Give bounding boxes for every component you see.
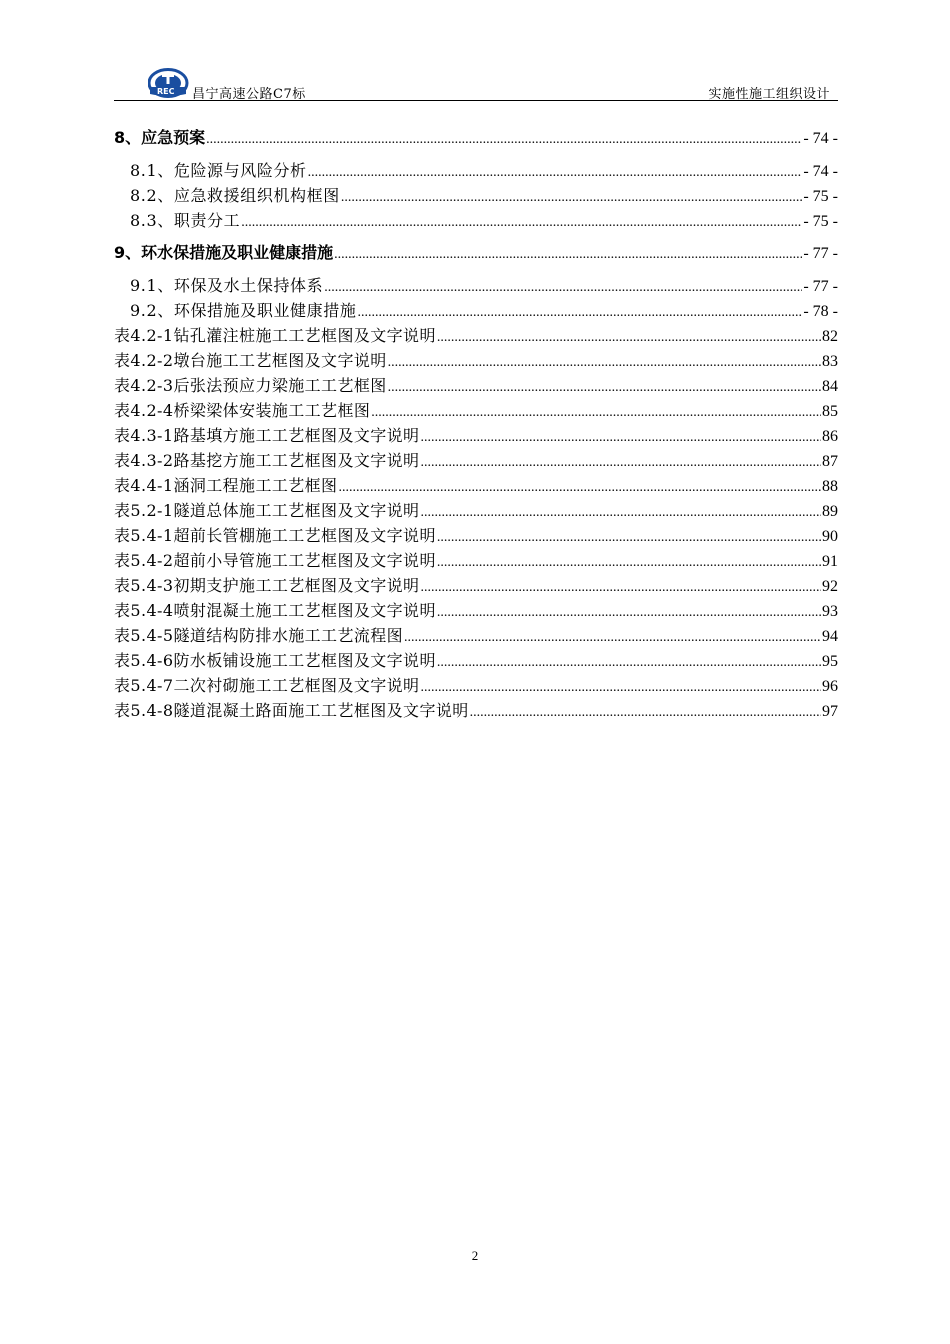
toc-entry-title: 8.1、危险源与风险分析 (130, 161, 307, 180)
toc-entry-table[interactable] (114, 673, 838, 698)
toc-entry-title: 9、环水保措施及职业健康措施 (114, 243, 334, 262)
toc-entry-title: 超前小导管施工工艺框图及文字说明 (173, 551, 436, 570)
toc-entry-title: 路基填方施工工艺框图及文字说明 (173, 426, 420, 445)
toc-entry-page: - 78 - (803, 303, 838, 320)
toc-entry-section[interactable] (114, 158, 838, 183)
toc-entry-title: 路基挖方施工工艺框图及文字说明 (173, 451, 420, 470)
toc-entry-code: 表5.4-1 (114, 526, 174, 545)
toc-dot-leader (388, 375, 821, 400)
toc-entry-table[interactable] (114, 323, 838, 348)
page-number: 2 (471, 1248, 479, 1263)
toc-entry-title: 后张法预应力梁施工工艺框图 (173, 376, 387, 395)
toc-entry-code: 表5.4-6 (114, 651, 174, 670)
toc-entry-title: 8.3、职责分工 (130, 211, 241, 230)
toc-dot-leader (420, 575, 821, 600)
toc-entry-section[interactable] (114, 183, 838, 208)
toc-entry-title: 桥梁梁体安装施工工艺框图 (173, 401, 371, 420)
toc-entry-table[interactable] (114, 548, 838, 573)
toc-dot-leader (437, 600, 821, 625)
toc-entry-page: - 77 - (803, 278, 838, 295)
toc-entry-table[interactable] (114, 373, 838, 398)
toc-entry-page: 92 (822, 578, 838, 595)
toc-entry-page: 97 (822, 703, 838, 720)
toc-dot-leader (437, 525, 821, 550)
toc-dot-leader (437, 325, 821, 350)
toc-dot-leader (338, 475, 821, 500)
toc-entry-code: 表5.4-7 (114, 676, 174, 695)
toc-dot-leader (437, 550, 821, 575)
toc-entry-code: 表4.2-4 (114, 401, 174, 420)
toc-entry-title: 9.1、环保及水土保持体系 (130, 276, 324, 295)
toc-entry-code: 表4.2-3 (114, 376, 174, 395)
toc-entry-table[interactable] (114, 398, 838, 423)
toc-entry-page: 82 (822, 328, 838, 345)
toc-entry-page: 88 (822, 478, 838, 495)
toc-entry-chapter[interactable] (114, 124, 838, 152)
toc-dot-leader (324, 275, 802, 300)
toc-entry-code: 表5.4-2 (114, 551, 174, 570)
toc-dot-leader (404, 625, 821, 650)
toc-entry-title: 9.2、环保措施及职业健康措施 (130, 301, 357, 320)
toc-entry-title: 二次衬砌施工工艺框图及文字说明 (173, 676, 420, 695)
toc-entry-code: 表5.4-4 (114, 601, 174, 620)
toc-entry-code: 表5.2-1 (114, 501, 174, 520)
toc-entry-code: 表5.4-8 (114, 701, 174, 720)
toc-entry-title: 墩台施工工艺框图及文字说明 (173, 351, 387, 370)
toc-entry-table[interactable] (114, 473, 838, 498)
toc-entry-page: 85 (822, 403, 838, 420)
toc-entry-page: 90 (822, 528, 838, 545)
header-divider (114, 100, 838, 101)
toc-dot-leader (420, 675, 821, 700)
table-of-contents (114, 124, 838, 723)
toc-entry-code: 表4.2-1 (114, 326, 174, 345)
toc-entry-code: 表4.3-1 (114, 426, 174, 445)
toc-entry-page: - 75 - (803, 213, 838, 230)
toc-entry-table[interactable] (114, 448, 838, 473)
toc-entry-page: 95 (822, 653, 838, 670)
toc-entry-title: 隧道总体施工工艺框图及文字说明 (173, 501, 420, 520)
toc-dot-leader (206, 126, 802, 154)
toc-entry-title: 喷射混凝土施工工艺框图及文字说明 (173, 601, 436, 620)
toc-entry-page: 86 (822, 428, 838, 445)
company-logo-icon (148, 68, 192, 98)
toc-dot-leader (388, 350, 821, 375)
toc-entry-table[interactable] (114, 573, 838, 598)
toc-dot-leader (341, 185, 802, 210)
header-document-title: 实施性施工组织设计 (708, 87, 830, 102)
toc-dot-leader (420, 450, 821, 475)
toc-entry-chapter[interactable] (114, 239, 838, 267)
header-project-name: 昌宁高速公路C7标 (192, 87, 306, 102)
toc-dot-leader (308, 160, 803, 185)
toc-entry-table[interactable] (114, 698, 838, 723)
toc-entry-page: 87 (822, 453, 838, 470)
toc-entry-page: 89 (822, 503, 838, 520)
toc-entry-table[interactable] (114, 598, 838, 623)
toc-entry-table[interactable] (114, 623, 838, 648)
toc-entry-code: 表4.2-2 (114, 351, 174, 370)
toc-entry-code: 表4.4-1 (114, 476, 174, 495)
toc-entry-table[interactable] (114, 423, 838, 448)
toc-entry-page: 84 (822, 378, 838, 395)
toc-entry-page: - 77 - (803, 245, 838, 262)
toc-entry-page: 93 (822, 603, 838, 620)
toc-entry-page: 83 (822, 353, 838, 370)
toc-entry-page: 94 (822, 628, 838, 645)
toc-entry-title: 超前长管棚施工工艺框图及文字说明 (173, 526, 436, 545)
toc-entry-title: 8、应急预案 (114, 128, 206, 147)
toc-entry-table[interactable] (114, 498, 838, 523)
toc-entry-title: 初期支护施工工艺框图及文字说明 (173, 576, 420, 595)
toc-entry-title: 隧道结构防排水施工工艺流程图 (173, 626, 404, 645)
toc-entry-section[interactable] (114, 298, 838, 323)
toc-dot-leader (357, 300, 802, 325)
toc-entry-table[interactable] (114, 648, 838, 673)
toc-entry-code: 表4.3-2 (114, 451, 174, 470)
toc-entry-page: 96 (822, 678, 838, 695)
logo-letters: REC (157, 87, 175, 96)
toc-dot-leader (334, 241, 802, 269)
toc-entry-section[interactable] (114, 208, 838, 233)
toc-entry-table[interactable] (114, 523, 838, 548)
toc-dot-leader (420, 500, 821, 525)
toc-entry-page: 91 (822, 553, 838, 570)
toc-entry-page: - 74 - (803, 163, 838, 180)
toc-dot-leader (437, 650, 821, 675)
toc-entry-title: 8.2、应急救援组织机构框图 (130, 186, 340, 205)
toc-entry-title: 钻孔灌注桩施工工艺框图及文字说明 (173, 326, 436, 345)
toc-entry-page: - 75 - (803, 188, 838, 205)
toc-dot-leader (371, 400, 821, 425)
toc-dot-leader (470, 700, 821, 725)
toc-dot-leader (241, 210, 802, 235)
toc-dot-leader (420, 425, 821, 450)
toc-entry-code: 表5.4-5 (114, 626, 174, 645)
page-header (114, 64, 838, 102)
toc-entry-page: - 74 - (803, 130, 838, 147)
toc-entry-table[interactable] (114, 348, 838, 373)
toc-entry-title: 防水板铺设施工工艺框图及文字说明 (173, 651, 436, 670)
toc-entry-title: 隧道混凝土路面施工工艺框图及文字说明 (173, 701, 469, 720)
toc-entry-title: 涵洞工程施工工艺框图 (173, 476, 338, 495)
toc-entry-code: 表5.4-3 (114, 576, 174, 595)
toc-entry-section[interactable] (114, 273, 838, 298)
